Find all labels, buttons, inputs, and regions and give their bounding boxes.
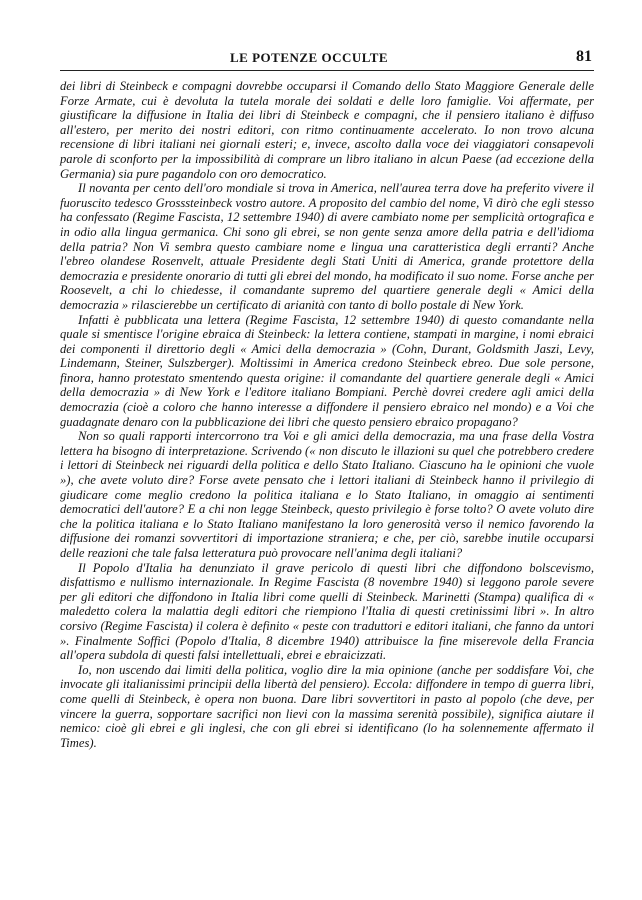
page-number: 81 [576,48,592,65]
running-title: LE POTENZE OCCULTE [230,50,389,65]
paragraph-2: Il novanta per cento dell'oro mondiale si trova in America, nell'aurea terra dove ha preferito vivere il fuoruscito tedesco Grosssteinbeck vostro autore. A proposito del cambio del nome, Vi dirò che egli stesso ha confessato (Regime Fascista, 12 settembre 1940) di avere cambiato nome per semplicità ortografica e in odio alla lingua germanica. Chi sono gli ebrei, se non gente senza amore della patria e dell'idioma della patria? Non Vi sembra questo cambiare nome e lingua una caratteristica degli erranti? Anche l'ebreo olandese Rosenvelt, attuale Presidente degli Stati Uniti di America, grande protettore della democrazia e presidente onorario di tutti gli ebrei del mondo, ha modificato il suo nome. Forse anche per Roosevelt, a chi lo chiedesse, il comandante supremo del quartiere generale degli « Amici della democrazia » rilascierebbe un certificato di arianità con tanto di bollo postale di New York. [60,181,594,312]
page-header [60,48,594,71]
paragraph-6: Io, non uscendo dai limiti della politica, voglio dire la mia opinione (anche per soddisfare Voi, che invocate gli italianissimi principii della libertà del pensiero). Eccola: diffondere in tempo di guerra libri, come quelli di Steinbeck, è opera non buona. Dare libri sovvertitori in pasto al popolo (che deve, per vincere la guerra, sopportare sacrifici non lievi con la massima serenità possibile), significa aiutare il nemico: cioè gli ebrei e gli inglesi, che con gli ebrei si identificano (lo ha solennemente affermato il Times). [60,662,594,750]
body-text [60,79,594,750]
book-page [60,48,594,858]
paragraph-1: dei libri di Steinbeck e compagni dovrebbe occuparsi il Comando dello Stato Maggiore Generale delle Forze Armate, cui è devoluta la tutela morale dei soldati e delle loro famiglie. Voi affermate, per giustificare la diffusione in Italia dei libri di Steinbeck e compagni, che il pensiero italiano è diffuso all'estero, per merito dei nostri editori, con ritmo continuamente accelerato. Io non trovo alcuna recensione di libri italiani nei giornali esteri; e, invece, ascolto dalla voce dei viaggiatori consapevoli parole di sconforto per la impossibilità di comprare un libro italiano in alcun Paese (ad eccezione della Germania) sia pure pagandolo con oro democratico. [60,79,594,181]
paragraph-5: Il Popolo d'Italia ha denunziato il grave pericolo di questi libri che diffondono bolscevismo, disfattismo e nullismo internazionale. In Regime Fascista (8 novembre 1940) si leggono parole severe per gli editori che diffondono in Italia libri come quelli di Steinbeck. Marinetti (Stampa) qualifica di « maledetto colera la malattia degli editori che riempiono l'Italia di questi cretinissimi libri ». In altro corsivo (Regime Fascista) il colera è definito « peste con traduttori e editori italiani, che fanno da untori ». Finalmente Soffici (Popolo d'Italia, 8 dicembre 1940) attribuisce la fine miserevole della Francia all'opera subdola di questi falsi intellettuali, ebrei e ebraicizzati. [60,560,594,663]
paragraph-4: Non so quali rapporti intercorrono tra Voi e gli amici della democrazia, ma una frase della Vostra lettera ha bisogno di interpretazione. Scrivendo (« non discuto le illazioni su quel che potrebbero credere i lettori di Steinbeck nei riguardi della politica e dello Stato Italiano. Ciascuno ha le opinioni che vuole »), che avete voluto dire? Forse avete pensato che i lettori italiani di Steinbeck hanno il privilegio di giudicare come meglio credono la politica italiana e lo Stato Italiano, in omaggio ai sentimenti democratici dell'autore? E a chi non legge Steinbeck, questo privilegio è forse tolto? O avete voluto dire che la politica italiana e lo Stato Italiano manifestano la loro generosità verso il nemico favorendo la diffusione dei romanzi sovvertitori di importazione straniera; e che, per ciò, sarebbe inutile occuparsi delle reazioni che tale falsa letteratura può provocare nell'anima degli italiani? [60,429,594,560]
paragraph-3: Infatti è pubblicata una lettera (Regime Fascista, 12 settembre 1940) di questo comandante nella quale si smentisce l'origine ebraica di Steinbeck: la lettera contiene, stampati in margine, i nomi ebraici dei componenti il direttorio degli « Amici della democrazia » (Cohn, Durant, Goldsmith Jaszi, Levy, Lindemann, Steiner, Sulszberger). Moltissimi in America credono Steinbeck ebreo. Due sole persone, finora, hanno protestato smentendo questa origine: il comandante del quartiere generale degli « Amici della democrazia » di New York e l'editore italiano Bompiani. Perchè dovrei credere agli amici della democrazia (cioè a coloro che hanno interesse a diffondere il pensiero ebraico nel mondo) e a Voi che guadagnate denaro con la pubblicazione dei libri che questo pensiero ebraico propagano? [60,312,594,429]
